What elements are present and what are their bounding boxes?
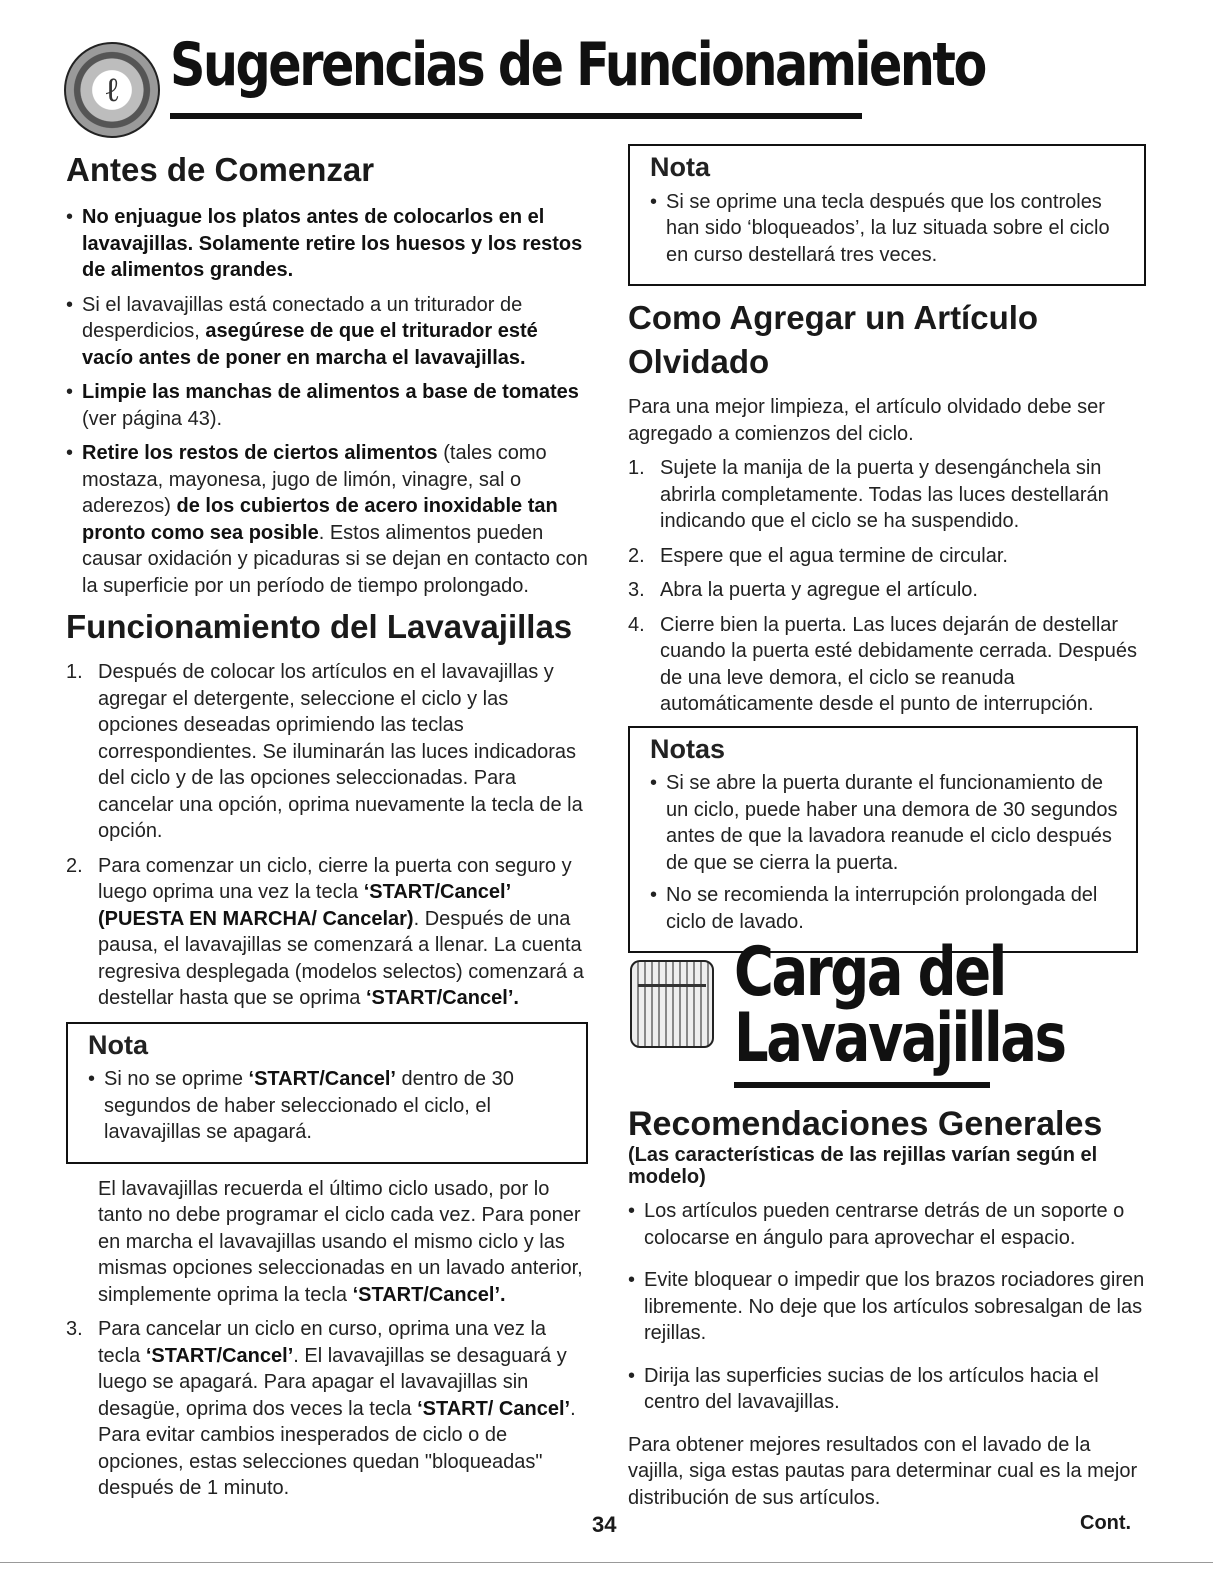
recomendaciones-outro: Para obtener mejores resultados con el lavado de la vajilla, siga estas pautas para determinar cual es la mejor distribución de sus artículos. — [628, 1433, 1138, 1509]
list-item: • Los artículos pueden centrarse detrás de un soporte o colocarse en ángulo para aprovechar el espacio. — [628, 1198, 1146, 1251]
recomendaciones-list — [628, 1198, 1146, 1416]
note-item: • Si se abre la puerta durante el funcionamiento de un ciclo, puede haber una demora de 30 segundos antes de que la lavadora reanude el ciclo después de que se cierra la puerta. — [650, 770, 1122, 876]
recomendaciones-subtitle: (Las características de las rejillas varían según el modelo) — [628, 1144, 1098, 1188]
list-item: • Dirija las superficies sucias de los artículos hacia el centro del lavavajillas. — [628, 1363, 1146, 1416]
list-item: 3. Abra la puerta y agregue el artículo. — [628, 579, 978, 601]
note-item: • Si no se oprime ‘START/Cancel’ dentro de 30 segundos de haber seleccionado el ciclo, el lavavajillas se apagará. — [88, 1066, 572, 1146]
list-item: • No enjuague los platos antes de colocarlos en el lavavajillas. Solamente retire los huesos y los restos de alimentos grandes. — [66, 204, 588, 284]
note-title: Nota — [88, 1029, 148, 1060]
list-item: • Retire los restos de ciertos alimentos (tales como mostaza, mayonesa, jugo de limón, vinagre, sal o aderezos) de los cubiertos de acero inoxidable tan pronto como sea posible. Estos alimentos pueden causar oxidación y picaduras si se dejan en contacto con la superficie por un período de tiempo prolongado. — [66, 440, 588, 599]
heading-recomendaciones: Recomendaciones Generales — [628, 1105, 1103, 1143]
list-item: • Evite bloquear o impedir que los brazos rociadores giren libremente. No deje que los artículos sobresalgan de las rejillas. — [628, 1267, 1146, 1347]
notes-title: Notas — [650, 733, 726, 764]
funcionamiento-list-cont — [66, 1316, 588, 1502]
list-item: 1. Después de colocar los artículos en el lavavajillas y agregar el detergente, seleccione el ciclo y las opciones deseadas oprimiendo las teclas correspondientes. Se iluminarán las luces indicadoras del ciclo y de las opciones seleccionadas. Para cancelar una opción, oprima nuevamente la tecla de la opción. — [66, 661, 583, 842]
continued-label: Cont. — [1080, 1512, 1132, 1534]
note-title: Nota — [650, 152, 710, 182]
recomendaciones-section — [628, 1104, 1146, 1511]
carga-underline — [734, 1082, 990, 1088]
heading-agregar-articulo: Como Agregar un Artículo Olvidado — [628, 299, 1039, 380]
note-item: • No se recomienda la interrupción prolongada del ciclo de lavado. — [650, 882, 1122, 935]
list-item: • Si el lavavajillas está conectado a un triturador de desperdicios, asegúrese de que el triturador esté vacío antes de poner en marcha el lavavajillas. — [66, 292, 588, 372]
note-box-bloqueados — [628, 144, 1146, 286]
antes-list — [66, 204, 588, 599]
title-underline — [170, 113, 862, 119]
heading-funcionamiento: Funcionamiento del Lavavajillas — [66, 608, 573, 645]
note-box-start-cancel — [66, 1022, 588, 1164]
agregar-intro: Para una mejor limpieza, el artículo olvidado debe ser agregado a comienzos del ciclo. — [628, 396, 1105, 445]
dishwasher-icon — [630, 960, 714, 1048]
list-item: 2. Espere que el agua termine de circular. — [628, 544, 1008, 567]
funcionamiento-list — [66, 659, 588, 1012]
agregar-steps — [628, 455, 1146, 718]
list-item: 3. Para cancelar un ciclo en curso, oprima una vez la tecla ‘START/Cancel’. El lavavajillas se desaguará y luego se apagará. Para apagar el lavavajillas sin desagüe, oprima dos veces la tecla ‘START/ Cancel’. Para evitar cambios inesperados de ciclo o de opciones, estas selecciones quedan "bloqueadas" después de 1 minuto. — [66, 1318, 576, 1499]
notes-box-puerta — [628, 726, 1138, 954]
list-item: 2. Para comenzar un ciclo, cierre la puerta con seguro y luego oprima una vez la tecla ‘START/Cancel’ (PUESTA EN MARCHA/ Cancelar). Después de una pausa, el lavavajillas se comenzará a llenar. La cuenta regresiva desplegada (modelos selectos) comenzará a destellar hasta que se oprima ‘START/Cancel’. — [66, 854, 584, 1009]
page-number: 34 — [592, 1512, 617, 1537]
list-item: 1. Sujete la manija de la puerta y desengánchela sin abrirla completamente. Todas las luces destellarán indicando que el ciclo se ha suspendido. — [628, 457, 1109, 532]
bottom-rule — [0, 1562, 1213, 1563]
page-title: Sugerencias de Funcionamiento — [170, 30, 985, 100]
section-title-carga: Carga del Lavavajillas — [734, 933, 1065, 1078]
note-item: • Si se oprime una tecla después que los controles han sido ‘bloqueados’, la luz situada sobre el ciclo en curso destellará tres veces. — [650, 189, 1130, 269]
right-column — [628, 144, 1146, 953]
left-column — [66, 150, 588, 1510]
dial-icon: ℓ — [64, 42, 160, 138]
list-item: • Limpie las manchas de alimentos a base de tomates (ver página 43). — [66, 379, 588, 432]
heading-antes-de-comenzar: Antes de Comenzar — [66, 151, 375, 188]
list-item: 4. Cierre bien la puerta. Las luces dejarán de destellar cuando la puerta esté debidamente cerrada. Después de una leve demora, el ciclo se reanuda automáticamente desde el punto de interrupción. — [628, 613, 1137, 715]
paragraph-ultimo-ciclo: El lavavajillas recuerda el último ciclo usado, por lo tanto no debe programar el ciclo cada vez. Para poner en marcha el lavavajillas usando el mismo ciclo y las mismas opciones seleccionadas en un lavado anterior, simplemente oprima la tecla ‘START/Cancel’. — [98, 1177, 583, 1306]
